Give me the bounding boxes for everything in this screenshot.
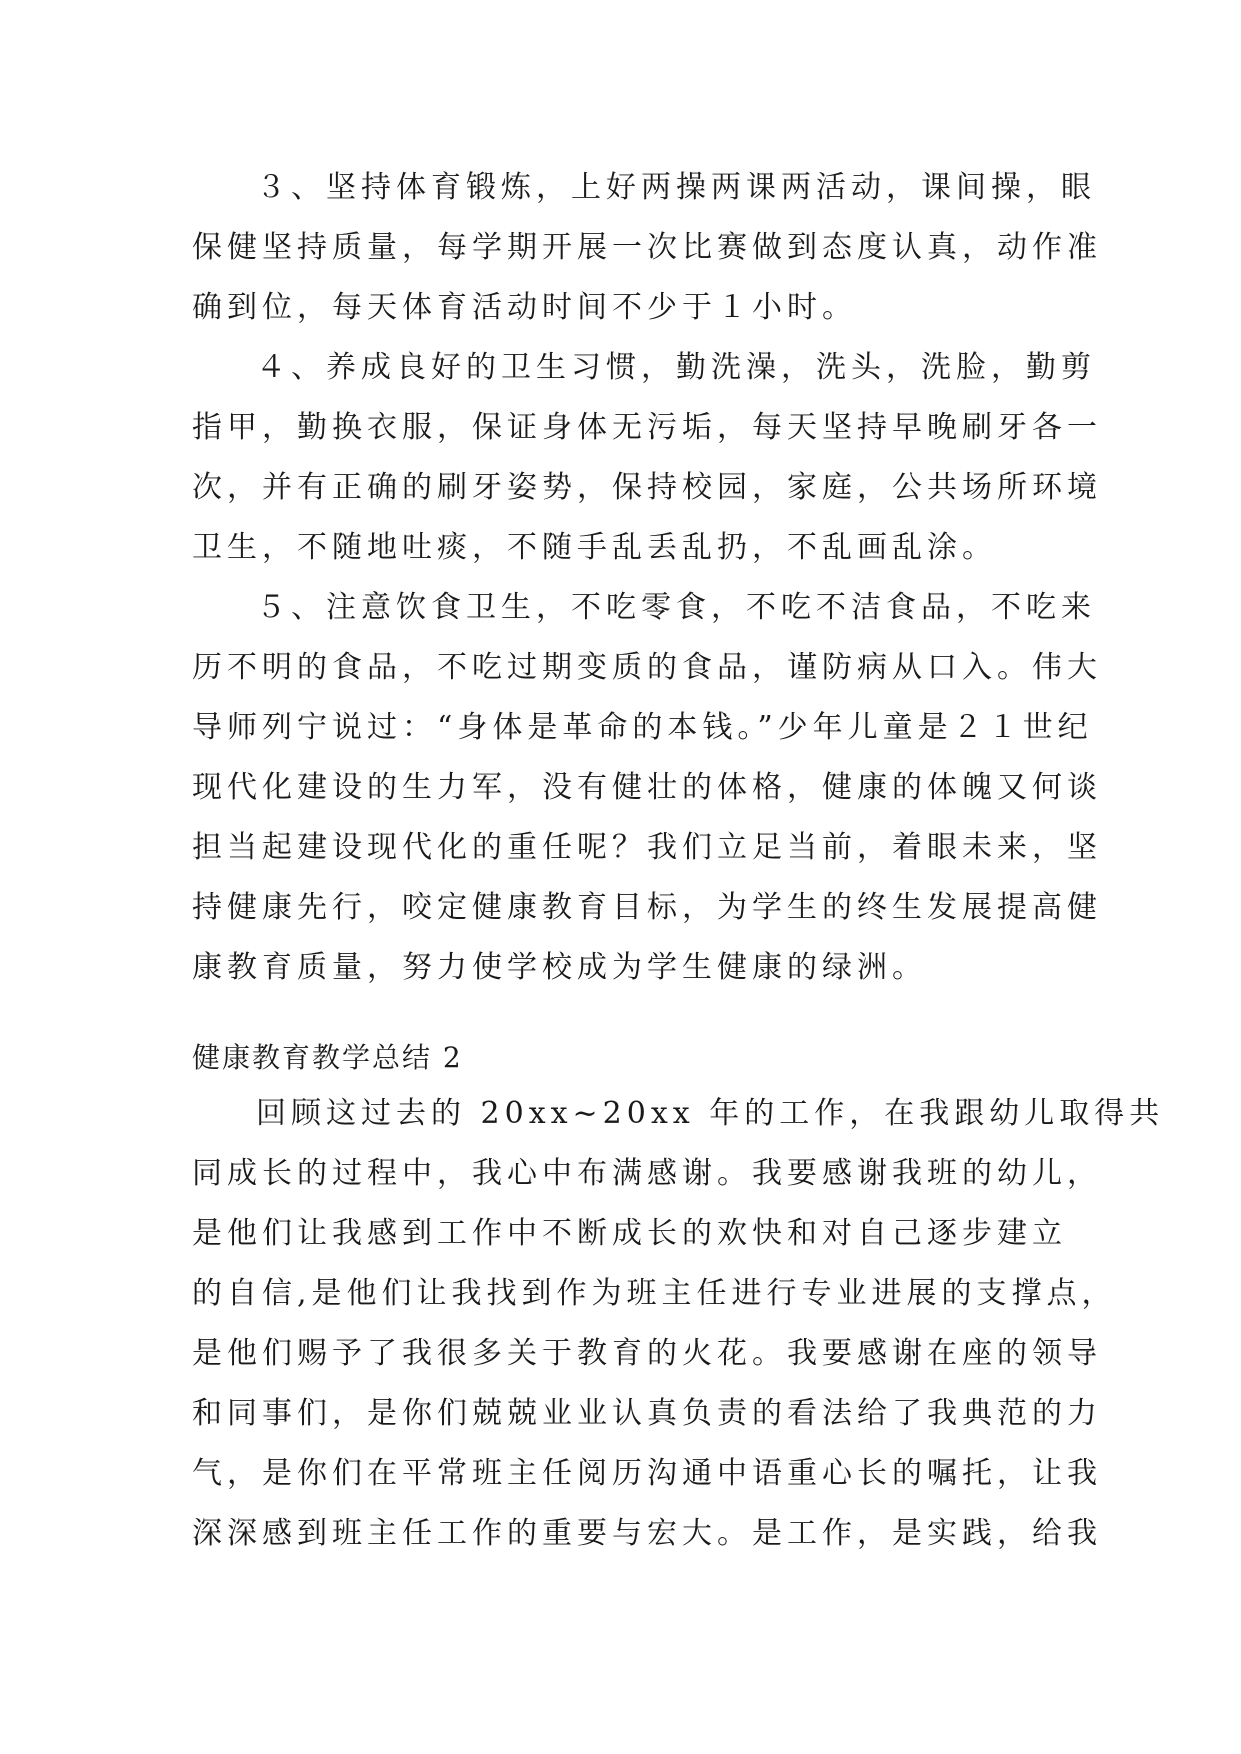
paragraph-line: 的自信,是他们让我找到作为班主任进行专业进展的支撑点， (192, 1276, 1117, 1311)
paragraph-line: 指甲，勤换衣服，保证身体无污垢，每天坚持早晚刷牙各一 (192, 410, 1102, 445)
paragraph-line: 和同事们，是你们兢兢业业认真负责的看法给了我典范的力 (192, 1396, 1102, 1431)
paragraph-line: 担当起建设现代化的重任呢？我们立足当前，着眼未来，坚 (192, 830, 1102, 865)
paragraph-line: 卫生，不随地吐痰，不随手乱丢乱扔，不乱画乱涂。 (192, 530, 997, 565)
paragraph-line: 气，是你们在平常班主任阅历沟通中语重心长的嘱托，让我 (192, 1456, 1102, 1491)
paragraph-line: 是他们赐予了我很多关于教育的火花。我要感谢在座的领导 (192, 1336, 1102, 1371)
paragraph-line: 历不明的食品，不吃过期变质的食品，谨防病从口入。伟大 (192, 650, 1102, 685)
paragraph-line: 同成长的过程中，我心中布满感谢。我要感谢我班的幼儿， (192, 1156, 1102, 1191)
paragraph-line: 次，并有正确的刷牙姿势，保持校园，家庭，公共场所环境 (192, 470, 1102, 505)
paragraph-line: ４、养成良好的卫生习惯，勤洗澡，洗头，洗脸，勤剪 (256, 350, 1096, 385)
paragraph-line: 深深感到班主任工作的重要与宏大。是工作，是实践，给我 (192, 1516, 1102, 1551)
paragraph-line: 现代化建设的生力军，没有健壮的体格，健康的体魄又何谈 (192, 770, 1102, 805)
paragraph-line: 康教育质量，努力使学校成为学生健康的绿洲。 (192, 950, 927, 985)
paragraph-line: ３、坚持体育锻炼，上好两操两课两活动，课间操，眼 (256, 170, 1096, 205)
paragraph-line: 保健坚持质量，每学期开展一次比赛做到态度认真，动作准 (192, 230, 1102, 265)
paragraph-line: 确到位，每天体育活动时间不少于１小时。 (192, 290, 857, 325)
section-title: 健康教育教学总结 2 (192, 1041, 463, 1074)
paragraph-line: ５、注意饮食卫生，不吃零食，不吃不洁食品，不吃来 (256, 590, 1096, 625)
paragraph-line: 导师列宁说过：“身体是革命的本钱。”少年儿童是２１世纪 (192, 710, 1093, 745)
paragraph-line: 回顾这过去的 20xx~20xx 年的工作，在我跟幼儿取得共 (256, 1096, 1165, 1131)
paragraph-line: 持健康先行，咬定健康教育目标，为学生的终生发展提高健 (192, 890, 1102, 925)
paragraph-line: 是他们让我感到工作中不断成长的欢快和对自己逐步建立 (192, 1216, 1067, 1251)
